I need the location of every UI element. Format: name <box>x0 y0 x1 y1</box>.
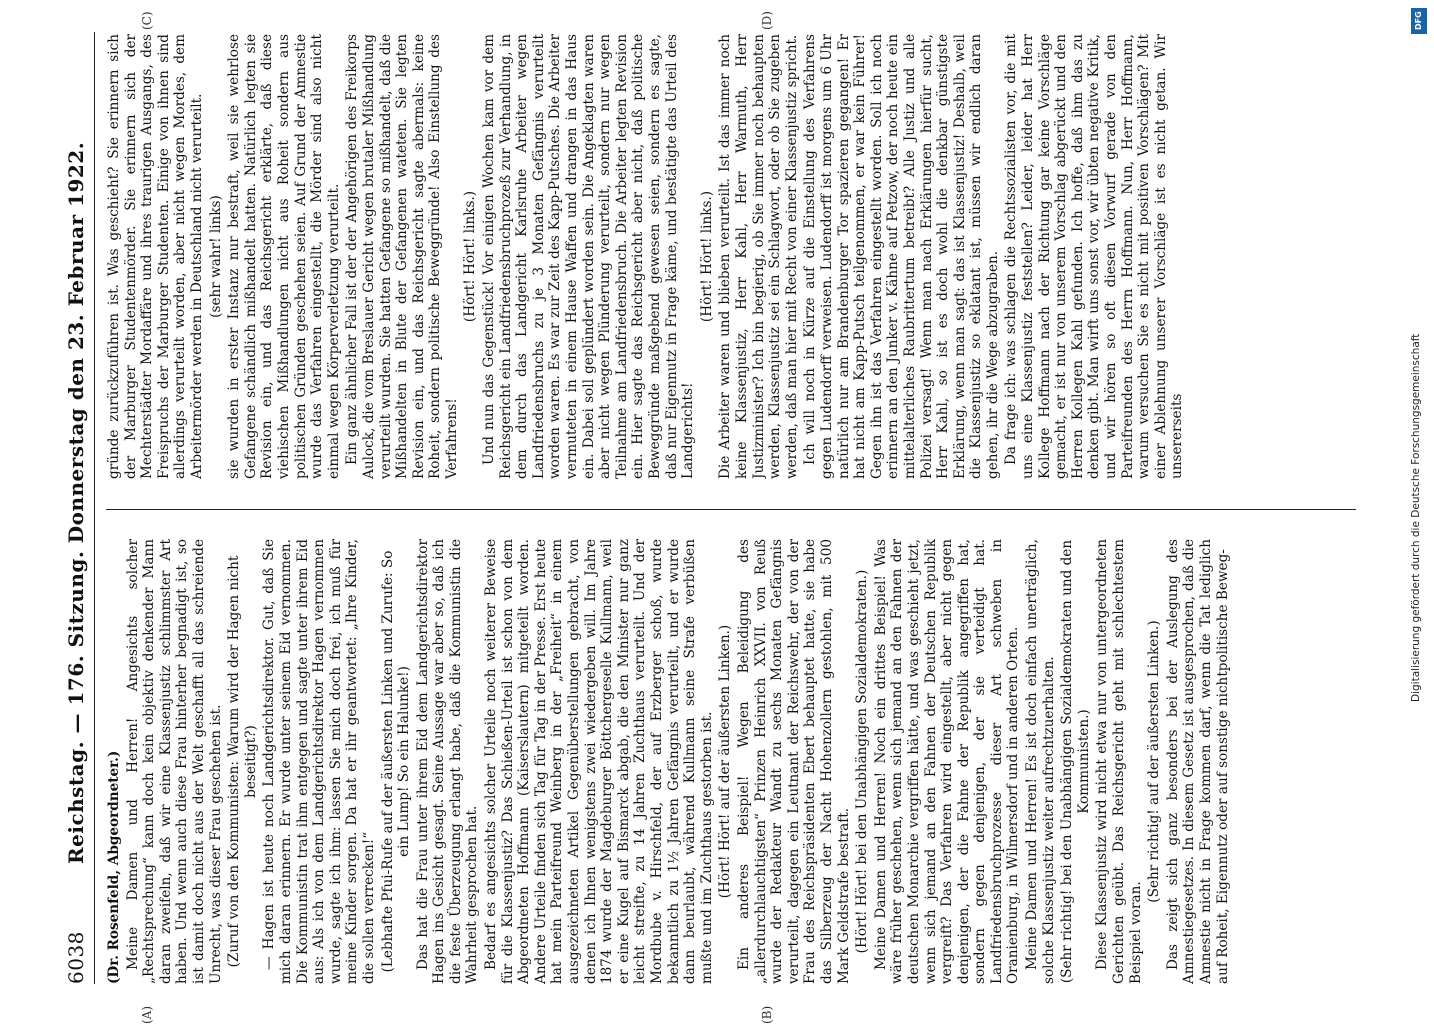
paragraph <box>483 539 715 984</box>
paragraph-text: (Hört! Hört! auf der äußersten Linken.) <box>717 624 734 899</box>
paragraph <box>1146 539 1163 984</box>
paragraph <box>854 539 871 984</box>
paragraph <box>106 34 206 479</box>
paragraph-text: Das zeigt sich ganz besonders bei der Auslegung des Amnestiegesetzes. In diesem Gesetz ist ausgesprochen, daß die Amnestie nicht in Frage kommen darf, wenn die Tat lediglich auf Roheit, Eigennutz oder auf sonstige nichtpolitische Beweg- <box>1164 539 1231 984</box>
paragraph-text: (Sehr richtig! auf der äußersten Linken.) <box>1146 620 1163 903</box>
paragraph-text: Und nun das Gegenstück! Vor einigen Wochen kam vor dem Reichsgericht ein Landfriedensbruchprozeß zur Verhandlung, in dem durch das Landgericht Karlsruhe Arbeiter wegen Landfriedensbruchs zu je 3 Monaten Gefängnis verurteilt worden waren. Es war zur Zeit des Kapp-Putsches. Die Arbeiter vermuteten in einem Hause Waffen und drangen in das Haus ein. Dabei soll geplündert worden sein. Die Angeklagten waren aber nicht wegen Plünderung verurteilt, sondern nur wegen Teilnahme am Landfriedensbruch. Die Arbeiter legten Revision ein. Hier sagte das Reichsgericht aber nicht, daß politische Beweggründe maßgebend gewesen seien, sondern es sagte, daß nur Eigennutz in Frage käme, und bestätigte das Urteil des Landgerichts! <box>481 34 697 479</box>
margin-mark-a: (A) <box>140 1005 154 1024</box>
digitization-sidebar <box>1410 8 1428 988</box>
paragraph-text: (Zuruf von den Kommunisten: Warum wird der Hagen nicht beseitigt?) <box>226 555 259 968</box>
paragraph-text: (Hört! Hört! bei den Unabhängigen Sozialdemokraten.) <box>854 569 871 954</box>
digitization-credit: Digitalisierung gefördert durch die Deutsche Forschungsgemeinschaft <box>1410 333 1422 702</box>
paragraph <box>1024 539 1057 984</box>
paragraph-text: Ein anderes Beispiel! Wegen Beleidigung des „allerdurchlauchtigsten“ Prinzen Heinrich XXVII. von Reuß wurde der Redakteur Wandt zu sechs Monaten Gefängnis verurteilt, dagegen ein Leutnant der Reichswehr, der von der Frau des Reichspräsidenten Ebert behauptet hatte, sie habe das Silberzeug der Nacht Hohenzollern gestohlen, mit 500 Mark Geldstrafe bestraft. <box>735 539 852 984</box>
paragraph <box>873 539 1022 984</box>
paragraph <box>717 539 734 984</box>
margin-mark-c: (C) <box>140 11 154 30</box>
text-column-right <box>106 34 1356 479</box>
paragraph <box>462 34 479 479</box>
paragraph-text: Das hat die Frau unter ihrem Eid dem Landgerichtsdirektor Hagen ins Gesicht gesagt. Seine Aussage war aber so, daß ich die feste Überzeugung erlangt habe, daß die Kommunistin die Wahrheit gesprochen hat. <box>414 539 481 984</box>
paragraph <box>736 539 852 984</box>
paragraph <box>699 34 716 479</box>
paragraph <box>1094 539 1144 984</box>
margin-mark-b: (B) <box>760 1005 774 1024</box>
paragraph <box>717 34 800 479</box>
paragraph-text: Diese Klassenjustiz wird nicht etwa nur von untergeordneten Gerichten geübt. Das Reichsgericht geht mit schlechtestem Beispiel voran. <box>1094 539 1144 984</box>
paragraph-text: Da frage ich: was schlagen die Rechtssozialisten vor, die mit uns eine Klassenjustiz feststellen? Leider, leider hat Herr Kollege Hoffmann nach der Richtung gar keine Vorschläge gemacht, er ist nur von unserem Vorschlag abgerückt und den Herren Kollegen Kahl gefunden. Ich hoffe, daß ihm das zu denken gibt. Man wirft uns sonst vor, wir übten negative Kritik, und wir hören so oft diesen Vorwurf gerade von den Parteifreunden des Herrn Hoffmann. Nun, Herr Hoffmann, warum versuchen Sie es nicht mit positiven Vorschlägen? Mit einer Ablehnung unserer Vorschläge ist es nicht getan. Wir unsererseits <box>1003 34 1186 479</box>
text-column-left <box>106 539 1356 984</box>
document-page <box>60 11 1400 1024</box>
paragraph-text: (sehr wahr! links) <box>207 195 224 318</box>
paragraph <box>261 539 377 984</box>
paragraph <box>208 34 225 479</box>
column-divider <box>106 509 1356 510</box>
paragraph-text: Bedarf es angesichts solcher Urteile noch weiterer Beweise für die Klassenjustiz? Das Schießen-Urteil ist schon von dem Abgeordneten Hoffmann (Kaiserslautern) mitgeteilt worden. Andere Urteile finden sich Tag für Tag in der Presse. Erst heute hat mein Parteifreund Weinberg in der „Freiheit“ in einem ausgezeichneten Artikel Gegenüberstellungen gebracht, von denen ich Ihnen wenigstens zwei wiedergeben will. Im Jahre 1874 wurde der Magdeburger Böttchergeselle Kullmann, weil er eine Kugel auf Bismarck abgab, die den Minister nur ganz leicht streifte, zu 14 Jahren Zuchthaus verurteilt. Und der Mordbube v. Hirschfeld, der auf Erzberger schoß, wurde bekanntlich zu 1½ Jahren Gefängnis verurteilt, und er wurde dann beurlaubt, während Kullmann seine Strafe verbüßen mußte und im Zuchthaus gestorben ist. <box>483 539 715 984</box>
paragraph-text: Die Arbeiter waren und blieben verurteilt. Ist das immer noch keine Klassenjustiz, Herr Kahl, Herr Warmuth, Herr Justizminister? Ich bin begierig, ob Sie immer noch behaupten werden, Klassenjustiz sei ein Schlagwort, oder ob Sie zugeben werden, daß man hier mit Recht von einer Klassenjustiz spricht. <box>717 34 800 479</box>
paragraph <box>106 539 123 984</box>
paragraph <box>1003 34 1186 479</box>
page-header <box>60 32 95 984</box>
paragraph <box>226 539 259 984</box>
margin-mark-d: (D) <box>760 11 774 30</box>
paragraph-text: (Sehr richtig! bei den Unabhängigen Sozialdemokraten und den Kommunisten.) <box>1059 539 1092 984</box>
page-title: Reichstag. — 176. Sitzung. Donnerstag den 23. Februar 1922. <box>64 141 88 864</box>
paragraph-text: Meine Damen und Herren! Es ist doch einfach unerträglich, solche Klassenjustiz weiter aufrechtzuerhalten. <box>1024 539 1057 984</box>
paragraph <box>481 34 697 479</box>
paragraph <box>1059 539 1092 984</box>
paragraph <box>380 539 413 984</box>
paragraph <box>802 34 1001 479</box>
paragraph-text: Ich will noch in Kürze auf die Einstellung des Verfahrens gegen Ludendorff verweisen. Ludendorff ist morgens um 6 Uhr natürlich nur am Brandenburger Tor spazieren gegangen! Er hat nicht am Kapp-Putsch teilgenommen, er war kein Führer! Gegen ihn ist das Verfahren eingestellt worden. Soll ich noch erinnern an den Junker v. Kähne auf Petzow, der noch heute ein mittelalterliches Raubrittertum betreibt? Alle Justiz und alle Polizei versagt! Wenn man nach Erklärungen hierfür sucht, Herr Kahl, so ist es doch wohl die denkbar günstigste Erklärung, wenn man sagt: das ist Klassenjustiz! Deshalb, weil die Klassenjustiz so eklatant ist, müssen wir endlich daran gehen, ihr die Wege abzugraben. <box>802 34 1001 479</box>
page-number: 6038 <box>64 931 88 984</box>
dfg-logo: DFG <box>1411 8 1427 34</box>
paragraph <box>125 539 225 984</box>
paragraph-text: Ein ganz ähnlicher Fall ist der der Angehörigen des Freikorps Aulock, die vom Breslauer Gericht wegen brutaler Mißhandlung verurteilt wurden. Sie hatten Gefangene so mißhandelt, daß die Mißhandelten in Blute der Gefangenen wateten. Sie legten Revision ein, und das Reichsgericht sagte abermals: keine Roheit, sondern politische Beweggründe! Also Einstellung des Verfahrens! <box>344 34 460 479</box>
paragraph-text: (Hört! Hört! links.) <box>462 190 479 323</box>
paragraph-text: Meine Damen und Herren! Angesichts solcher „Rechtsprechung“ kann doch kein objektiv denkender Mann daran zweifeln, daß wir eine Klassenjustiz schlimmster Art haben. Und wenn auch diese Frau hinterher begnadigt ist, so ist damit doch nicht aus der Welt geschafft all das schreiende Unrecht, was dieser Frau geschehen ist. <box>124 539 224 984</box>
paragraph <box>415 539 481 984</box>
paragraph-text: gründe zurückzuführen ist. Was geschieht? Sie erinnern sich der Marburger Studentenmörder. Sie erinnern sich der Mechterstädter Mordaffäre und ihres traurigen Ausgangs, des Freispruchs der Marburger Studenten. Einige von ihnen sind allerdings verurteilt worden, aber nicht wegen Mordes, dem Arbeitermörder werden in Deutschland nicht verurteilt. <box>106 34 205 479</box>
paragraph <box>344 34 460 479</box>
paragraph-text: (Lebhafte Pfui-Rufe auf der äußersten Linken und Zurufe: So ein Lump! So ein Halunke!) <box>379 550 413 973</box>
paragraph-text: — Hagen ist heute noch Landgerichtsdirektor. Gut, daß Sie mich daran erinnern. Er wurde unter seinem Eid vernommen. Die Kommunistin trat ihm entgegen und sagte unter ihrem Eid aus: Als ich von dem Landgerichtsdirektor Hagen vernommen wurde, sagte ich ihm: lassen Sie mich doch frei, ich muß für meine Kinder sorgen. Da hat er ihr geantwortet: „Ihre Kinder, die sollen verrecken!“ <box>261 539 377 984</box>
paragraph-text: (Hört! Hört! links.) <box>698 190 715 323</box>
paragraph-text: Meine Damen und Herren! Noch ein drittes Beispiel! Was wäre früher geschehen, wenn sich jemand an den Fahnen der deutschen Monarchie vergriffen hätte, und was geschieht jetzt, wenn sich jemand an den Fahnen der Deutschen Republik vergreift? Das Verfahren wird eingestellt, aber nicht gegen denjenigen, der die Fahne der Republik angegriffen hat, sondern gegen denjenigen, der sie verteidigt hat. Landfriedensbruchprozesse dieser Art schweben in Oranienburg, in Wilmersdorf und in anderen Orten. <box>872 539 1022 984</box>
paragraph <box>1165 539 1231 984</box>
paragraph <box>226 34 342 479</box>
paragraph-text: sie wurden in erster Instanz nur bestraft, weil sie wehrlose Gefangene schändlich mißhandelt hatten. Natürlich legten sie Revision ein, und das Reichsgericht erklärte, daß diese viehischen Mißhandlungen nicht aus Roheit sondern aus politischen Gründen geschehen seien. Auf Grund der Amnestie wurde das Verfahren eingestellt, die Mörder sind also nicht einmal wegen Körperverletzung verurteilt. <box>226 34 342 479</box>
speaker-label: (Dr. Rosenfeld, Abgeordneter.) <box>106 750 122 984</box>
